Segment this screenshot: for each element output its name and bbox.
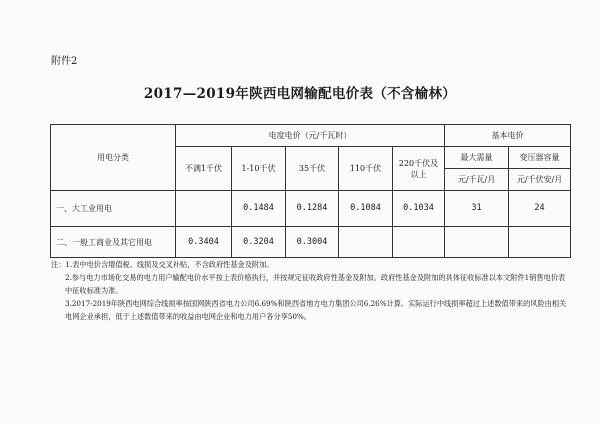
table-cell: 31 — [445, 191, 509, 227]
table-cell: 0.1084 — [339, 191, 393, 227]
table-cell — [393, 227, 445, 258]
basic-col-header: 最大需量 — [445, 147, 509, 169]
basic-unit: 元/千瓦/月 — [445, 169, 509, 191]
row-label: 一、大工业用电 — [51, 191, 176, 227]
table-cell: 0.3204 — [232, 227, 286, 258]
price-table — [50, 124, 571, 258]
note-3: 3.2017-2019年陕西电网综合线损率按国网陕西省电力公司6.69%和陕西省地方电力集团公司6.26%计算。实际运行中线损率超过上述数值带来的风险由相关电网企业承担，低于上述数值带来的收益由电网企业和电力用户各分享50%。 — [65, 299, 567, 321]
table-row — [51, 227, 571, 258]
voltage-header: 220千伏及以上 — [393, 147, 445, 191]
note-1: 注：1.表中电价含增值税、线损及交叉补贴，不含政府性基金及附加。 — [51, 260, 274, 269]
note-2: 2.参与电力市场化交易的电力用户输配电价水平按上表价格执行，并按规定征收政府性基金及附加。政府性基金及附加的具体征收标准以本文附件1销售电价表中征收标准为准。 — [65, 273, 566, 295]
table-row — [51, 191, 571, 227]
voltage-header: 不满1千伏 — [176, 147, 232, 191]
row-label: 二、一般工商业及其它用电 — [51, 227, 176, 258]
table-cell: 0.3004 — [286, 227, 339, 258]
table-cell — [339, 227, 393, 258]
table-cell: 0.1284 — [286, 191, 339, 227]
basic-col-header: 变压器容量 — [509, 147, 571, 169]
page-title: 2017—2019年陕西电网输配电价表（不含榆林） — [143, 86, 457, 102]
basic-unit: 元/千伏安/月 — [509, 169, 571, 191]
table-cell — [509, 227, 571, 258]
table-cell: 0.1484 — [232, 191, 286, 227]
table-cell — [445, 227, 509, 258]
table-cell: 24 — [509, 191, 571, 227]
table-cell: 0.1034 — [393, 191, 445, 227]
attachment-label: 附件2 — [51, 56, 78, 67]
voltage-header: 1-10千伏 — [232, 147, 286, 191]
basic-price-header: 基本电价 — [445, 125, 571, 147]
table-cell — [176, 191, 232, 227]
voltage-header: 35千伏 — [286, 147, 339, 191]
notes-section — [51, 258, 571, 323]
category-header: 用电分类 — [51, 125, 176, 191]
voltage-header: 110千伏 — [339, 147, 393, 191]
energy-price-header: 电度电价（元/千瓦时） — [176, 125, 445, 147]
table-cell: 0.3404 — [176, 227, 232, 258]
